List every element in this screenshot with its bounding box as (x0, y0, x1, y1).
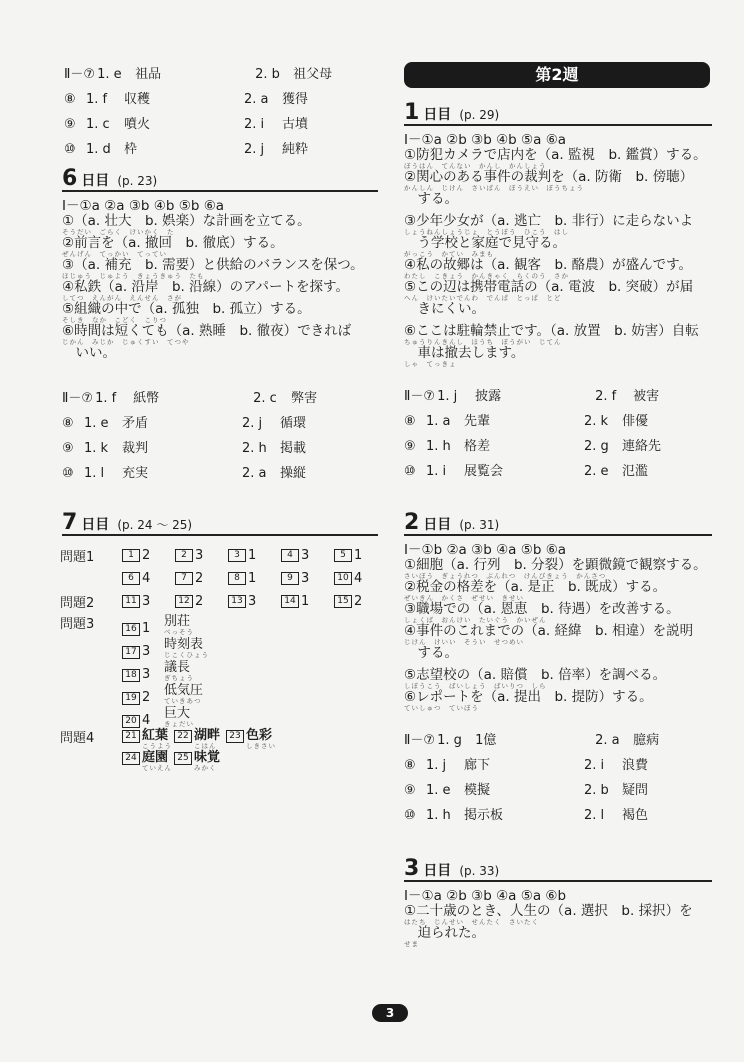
day2-sentence: ②税金の格差を（a. 是正 b. 既成）する。 (404, 579, 667, 595)
mondai3-ruby: ぎちょう (164, 674, 194, 682)
mondai4-word: 紅葉 (142, 728, 169, 743)
day6-b2-word1: 充実 (122, 466, 149, 481)
mondai2-cell (122, 594, 175, 609)
day1-ruby: へん けいたいでんわ でんぱ とっぱ とど (404, 294, 562, 302)
day2-ruby: ていしゅつ ていぼう (404, 704, 479, 712)
mondai2-label: 問題2 (60, 596, 95, 611)
day6-sentences (62, 214, 378, 368)
day6-sentence: ③（a. 補充 b. 需要）と供給のバランスを保つ。 (62, 257, 364, 273)
day2-sentence: ⑤志望校の（a. 賠償 b. 倍率）を調べる。 (404, 667, 667, 683)
left-top-prefix: ⑧ (64, 92, 76, 107)
day2-header (404, 512, 712, 536)
day6-b2-answer2: 2. h (242, 441, 267, 456)
day6-page: (p. 23) (117, 174, 158, 188)
week-title-banner: 第2週 (404, 62, 710, 88)
day3-sentence: ①二十歳のとき、人生の（a. 選択 b. 採択）を (404, 903, 693, 919)
day2-sentences (404, 558, 712, 712)
day6-ruby: してつ えんがん えんせん さが (62, 294, 182, 302)
mondai3-answer: 3 (142, 644, 151, 659)
mondai2-qnum: 13 (228, 595, 246, 608)
left-top-word2: 古墳 (282, 117, 309, 132)
left-top-answer1: 1. e (97, 67, 122, 82)
day2-b2-row (404, 778, 712, 803)
day2-b2-answer2: 2. l (584, 808, 605, 823)
day2-b2-word2: 疑問 (622, 783, 649, 798)
mondai1-qnum: 4 (281, 549, 299, 562)
mondai1-row1 (60, 544, 387, 567)
mondai3-qnum: 18 (122, 669, 140, 682)
mondai2-cell (228, 594, 281, 609)
mondai2-row (60, 590, 387, 613)
mondai1-answer: 3 (301, 548, 310, 563)
mondai2-qnum: 15 (334, 595, 352, 608)
mondai3-word: 議長 (164, 660, 191, 675)
day2-b2-word2: 浪費 (622, 758, 649, 773)
day2-num: 2 (404, 510, 420, 535)
left-top-row (64, 62, 384, 87)
day6-b2-row (62, 386, 378, 411)
day1-sentence: う学校と家庭で見守る。 (404, 235, 566, 251)
day2-b2-row (404, 803, 712, 828)
mondai2-answer: 1 (301, 594, 310, 609)
day2-sentence: ⑥レポートを（a. 提出 b. 提防）する。 (404, 689, 653, 705)
mondai1-cell (122, 571, 175, 586)
day1-b2-word1: 披露 (475, 389, 502, 404)
day6-b2-word1: 裁判 (122, 441, 149, 456)
day2-ruby: ぜいきん かくさ ぜせい きせい (404, 594, 524, 602)
day6-b2-answer1: 1. l (84, 466, 105, 481)
day6-ruby (62, 360, 378, 368)
mondai1-answer: 4 (354, 571, 363, 586)
day7-page: (p. 24 ～ 25) (117, 518, 193, 532)
mondai1-answer: 1 (248, 571, 257, 586)
day1-b2-answer2: 2. g (584, 439, 609, 454)
mondai1-answer: 1 (248, 548, 257, 563)
mondai1-answer: 1 (354, 548, 363, 563)
mondai3-answer: 2 (142, 690, 151, 705)
day3-answers: Ⅰ－①a ②b ③b ④a ⑤a ⑥b (404, 888, 567, 904)
day1-b2-row (404, 409, 712, 434)
left-top-word1: 祖品 (135, 67, 162, 82)
mondai1-answer: 3 (301, 571, 310, 586)
mondai1-cell (334, 571, 387, 586)
day6-header (62, 168, 378, 192)
day3-sentence: 迫られた。 (404, 925, 485, 941)
day1-b2-word2: 氾濫 (622, 464, 649, 479)
day6-b2-answer1: 1. f (95, 391, 117, 406)
day1-sentence: ⑥ここは駐輪禁止です。（a. 放置 b. 妨害）自転 (404, 323, 699, 339)
day2-b2-word1: 模擬 (464, 783, 491, 798)
day1-answers: Ⅰ－①a ②b ③b ④b ⑤a ⑥a (404, 132, 567, 148)
left-top-word1: 噴火 (124, 117, 151, 132)
day2-b2-answer1: 1. e (426, 783, 451, 798)
day6-ruby: そしき なか こどく こりつ (62, 316, 167, 324)
mondai4-word-wrap (142, 750, 172, 772)
day6-b2-prefix: ⑩ (62, 466, 74, 481)
day1-b2-row (404, 384, 712, 409)
mondai1-cell (228, 548, 281, 563)
day6-ruby: ぜんげん てっかい てってい (62, 250, 167, 258)
left-top-word1: 枠 (124, 142, 138, 157)
day2-b2-word2: 褐色 (622, 808, 649, 823)
day6-sentence: ⑥時間は短くても（a. 熟睡 b. 徹夜）できれば (62, 323, 352, 339)
mondai3-label: 問題3 (60, 617, 95, 632)
day6-ruby: そうだい ごらく けいかく た (62, 228, 175, 236)
left-top-answer1: 1. c (86, 117, 110, 132)
day1-sentence: ①防犯カメラで店内を（a. 監視 b. 鑑賞）する。 (404, 147, 707, 163)
day3-ruby: はたち じんせい せんたく さいたく (404, 918, 539, 926)
mondai4-ruby: こはん (194, 742, 217, 750)
day2-section (404, 512, 712, 828)
left-top-word2: 純粋 (282, 142, 309, 157)
left-top-answer2: 2. j (244, 142, 265, 157)
day1-title: 日目 (423, 107, 452, 123)
mondai3-ruby: きょだい (164, 720, 194, 728)
left-top-answer2: 2. b (255, 67, 280, 82)
day2-b2-answer2: 2. i (584, 758, 605, 773)
mondai1-cell (334, 548, 387, 563)
mondai4-word-wrap (246, 728, 276, 750)
day2-b2-row (404, 728, 712, 753)
day2-b2-prefix: ⑧ (404, 758, 416, 773)
day6-b2-row (62, 411, 378, 436)
day1-ruby: ぼうはん てんない かんし かんしょう (404, 162, 547, 170)
day6-b2-answer1: 1. e (84, 416, 109, 431)
mondai3-answer: 4 (142, 713, 151, 728)
day3-ruby: せま (404, 940, 419, 948)
mondai1-cell (281, 571, 334, 586)
day6-ruby: ほじゅう じゅよう きょうきゅう たも (62, 272, 205, 280)
left-top-prefix: ⑩ (64, 142, 76, 157)
day1-sentence: ③少年少女が（a. 逃亡 b. 非行）に走らないよ (404, 213, 694, 229)
day1-ruby: しょうねんしょうじょ とうぼう ひこう はし (404, 228, 569, 236)
day1-b2-answer2: 2. e (584, 464, 609, 479)
day2-b2-word1: 1億 (475, 733, 497, 748)
mondai3-word: 巨大 (164, 706, 191, 721)
mondai3-word-wrap (164, 702, 194, 728)
day1-b2-word1: 展覧会 (464, 464, 504, 479)
day1-b2-word2: 連絡先 (622, 439, 662, 454)
left-top-answer1: 1. f (86, 92, 108, 107)
mondai4-block (60, 728, 278, 772)
mondai1-cell (122, 548, 175, 563)
mondai4-qnum: 24 (122, 752, 140, 765)
mondai3-answer: 3 (142, 667, 151, 682)
day1-ruby: かんしん じけん さいばん ぼうえい ぼうちょう (404, 184, 584, 192)
day7-section (62, 512, 378, 536)
day6-b2-row (62, 461, 378, 486)
day1-b2-answer1: 1. j (437, 389, 458, 404)
mondai4-ruby: みかく (194, 764, 217, 772)
day1-ruby: がっこう かてい みまも (404, 250, 494, 258)
day1-sentence: ⑤この辺は携帯電話の（a. 電波 b. 突破）が届 (404, 279, 694, 295)
day2-ruby: しぼうこう ばいしょう ばいりつ しら (404, 682, 547, 690)
day2-sentence: ④事件のこれまでの（a. 経緯 b. 相違）を説明 (404, 623, 694, 639)
day6-b2-prefix: ⑨ (62, 441, 74, 456)
mondai2-cell (281, 594, 334, 609)
day6-b2-word2: 弊害 (291, 391, 318, 406)
day2-title: 日目 (423, 517, 452, 533)
left-top-row (64, 87, 384, 112)
day1-b2-prefix: ⑩ (404, 464, 416, 479)
day2-answers: Ⅰ－①b ②a ③b ④a ⑤b ⑥a (404, 542, 567, 558)
mondai2-qnum: 14 (281, 595, 299, 608)
day6-sentence: いい。 (62, 345, 116, 361)
day1-b2-row (404, 434, 712, 459)
mondai2-cell (175, 594, 228, 609)
left-top-prefix: ⑨ (64, 117, 76, 132)
day1-header (404, 102, 712, 126)
mondai4-word-wrap (194, 750, 220, 772)
mondai1-qnum: 5 (334, 549, 352, 562)
mondai4-qnum: 21 (122, 730, 140, 743)
mondai2-answer: 2 (195, 594, 204, 609)
day2-b2-answer1: 1. g (437, 733, 462, 748)
day6-b2-word1: 紙幣 (133, 391, 160, 406)
mondai2-answer: 2 (354, 594, 363, 609)
left-top-block (64, 62, 384, 162)
day2-b2-word1: 廊下 (464, 758, 491, 773)
day1-sentences (404, 148, 712, 368)
mondai1-label: 問題1 (60, 550, 95, 565)
day3-title: 日目 (423, 863, 452, 879)
day6-block2 (62, 386, 378, 486)
day6-sentence: ④私鉄（a. 沿岸 b. 沿線）のアパートを探す。 (62, 279, 349, 295)
mondai3-ruby: べっそう (164, 628, 194, 636)
left-top-word2: 祖父母 (293, 67, 333, 82)
day3-sentences (404, 904, 712, 948)
day1-page: (p. 29) (459, 108, 500, 122)
day1-b2-word1: 格差 (464, 439, 491, 454)
mondai1-qnum: 7 (175, 572, 193, 585)
mondai3-word: 別荘 (164, 614, 191, 629)
day1-b2-answer1: 1. i (426, 464, 447, 479)
day6-section (62, 168, 378, 486)
day1-block2 (404, 384, 712, 484)
day6-ruby: じかん みじか じゅくすい てつや (62, 338, 190, 346)
mondai4-qnum: 25 (174, 752, 192, 765)
day3-header (404, 858, 712, 882)
mondai1-qnum: 8 (228, 572, 246, 585)
day1-ruby: わたし こきょう かんきゃく らくのう さか (404, 272, 569, 280)
mondai4-qnum: 23 (226, 730, 244, 743)
mondai4-word: 庭園 (142, 750, 169, 765)
mondai4-word-wrap (142, 728, 172, 750)
mondai2-qnum: 11 (122, 595, 140, 608)
day1-b2-answer2: 2. k (584, 414, 609, 429)
left-top-answer2: 2. i (244, 117, 265, 132)
day2-b2-answer1: 1. h (426, 808, 451, 823)
day6-answers: Ⅰ－①a ②a ③b ④b ⑤b ⑥a (62, 198, 225, 214)
day6-b2-word2: 掲載 (280, 441, 307, 456)
mondai1-cell (228, 571, 281, 586)
mondai1-cell (175, 548, 228, 563)
day1-b2-answer2: 2. f (595, 389, 617, 404)
mondai3-qnum: 16 (122, 623, 140, 636)
mondai1-qnum: 10 (334, 572, 352, 585)
day7-grid (60, 544, 387, 728)
day1-sentence: 車は撤去します。 (404, 345, 525, 361)
mondai1-cell (175, 571, 228, 586)
day2-b2-prefix: Ⅱ－⑦ (404, 733, 436, 748)
day6-b2-word2: 操縦 (280, 466, 307, 481)
day1-ruby: しゃ てっきょ (404, 360, 457, 368)
day1-b2-word2: 被害 (633, 389, 660, 404)
day2-page: (p. 31) (459, 518, 500, 532)
left-top-answer1: 1. d (86, 142, 111, 157)
mondai4-word: 味覚 (194, 750, 221, 765)
mondai1-answer: 2 (195, 571, 204, 586)
mondai1-qnum: 2 (175, 549, 193, 562)
mondai2-answer: 3 (248, 594, 257, 609)
day3-page: (p. 33) (459, 864, 500, 878)
day3-section (404, 858, 712, 948)
mondai4-item (122, 728, 174, 750)
day1-sentence: きにくい。 (404, 301, 485, 317)
mondai4-qnum: 22 (174, 730, 192, 743)
mondai4-item (226, 728, 278, 750)
mondai1-qnum: 9 (281, 572, 299, 585)
mondai4-word: 色彩 (246, 728, 273, 743)
day1-section (404, 102, 712, 484)
day6-b2-answer2: 2. c (253, 391, 277, 406)
mondai4-word-wrap (194, 728, 220, 750)
day1-b2-word2: 俳優 (622, 414, 649, 429)
page-number: 3 (372, 1004, 408, 1022)
day1-b2-answer1: 1. a (426, 414, 451, 429)
day1-sentence: する。 (404, 191, 458, 207)
mondai4-ruby: ていえん (142, 764, 172, 772)
mondai1-row2 (60, 567, 387, 590)
day6-b2-prefix: Ⅱ－⑦ (62, 391, 94, 406)
mondai4-ruby: しきさい (246, 742, 276, 750)
mondai3-qnum: 17 (122, 646, 140, 659)
mondai1-cell (281, 548, 334, 563)
mondai3-qnum: 20 (122, 715, 140, 728)
day3-num: 3 (404, 856, 420, 881)
day6-b2-row (62, 436, 378, 461)
mondai3-ruby: じこくひょう (164, 651, 209, 659)
day7-title: 日目 (81, 517, 110, 533)
day6-sentence: ①（a. 壮大 b. 娯楽）な計画を立てる。 (62, 213, 311, 229)
mondai3-word: 時刻表 (164, 637, 204, 652)
day2-b2-word2: 臆病 (633, 733, 660, 748)
day2-b2-row (404, 753, 712, 778)
day2-b2-word1: 掲示板 (464, 808, 504, 823)
mondai1-qnum: 3 (228, 549, 246, 562)
mondai1-answer: 4 (142, 571, 151, 586)
day6-sentence: ②前言を（a. 撤回 b. 徹底）する。 (62, 235, 284, 251)
day1-sentence: ②関心のある事件の裁判を（a. 防衛 b. 傍聴） (404, 169, 694, 185)
mondai3-word: 低気圧 (164, 683, 204, 698)
mondai4-item (122, 750, 174, 772)
mondai2-answer: 3 (142, 594, 151, 609)
day6-b2-answer2: 2. a (242, 466, 267, 481)
day1-b2-prefix: ⑨ (404, 439, 416, 454)
day6-b2-answer2: 2. j (242, 416, 263, 431)
mondai3-answer: 1 (142, 621, 151, 636)
day6-sentence: ⑤組織の中で（a. 孤独 b. 孤立）する。 (62, 301, 311, 317)
day2-block2 (404, 728, 712, 828)
day2-sentence: ①細胞（a. 行列 b. 分裂）を顕微鏡で観察する。 (404, 557, 707, 573)
day1-b2-prefix: ⑧ (404, 414, 416, 429)
mondai2-cell (334, 594, 387, 609)
left-top-row (64, 112, 384, 137)
day6-num: 6 (62, 166, 78, 191)
day6-b2-prefix: ⑧ (62, 416, 74, 431)
day1-num: 1 (404, 100, 420, 125)
mondai1-qnum: 1 (122, 549, 140, 562)
day2-sentence: ③職場での（a. 恩恵 b. 待遇）を改善する。 (404, 601, 680, 617)
mondai4-item (174, 728, 226, 750)
left-top-word2: 獲得 (282, 92, 309, 107)
day6-b2-word1: 矛盾 (122, 416, 149, 431)
day1-b2-prefix: Ⅱ－⑦ (404, 389, 436, 404)
mondai3-block (60, 613, 387, 728)
mondai3-item (122, 705, 209, 728)
mondai3-qnum: 19 (122, 692, 140, 705)
mondai4-item (174, 750, 226, 772)
day2-ruby: じけん けいい そうい せつめい (404, 638, 524, 646)
day2-sentence: する。 (404, 645, 458, 661)
day1-b2-row (404, 459, 712, 484)
left-top-answer2: 2. a (244, 92, 269, 107)
day1-b2-word1: 先輩 (464, 414, 491, 429)
day2-b2-answer2: 2. b (584, 783, 609, 798)
day6-b2-answer1: 1. k (84, 441, 109, 456)
day1-b2-answer1: 1. h (426, 439, 451, 454)
day6-title: 日目 (81, 173, 110, 189)
mondai1-qnum: 6 (122, 572, 140, 585)
day7-num: 7 (62, 510, 78, 535)
left-top-row (64, 137, 384, 162)
left-top-prefix: Ⅱ－⑦ (64, 67, 96, 82)
day2-ruby: しょくば おんけい たいぐう かいぜん (404, 616, 547, 624)
day7-header (62, 512, 378, 536)
day2-b2-answer2: 2. a (595, 733, 620, 748)
mondai4-ruby: こうよう (142, 742, 172, 750)
day6-b2-word2: 循環 (280, 416, 307, 431)
day1-sentence: ④私の故郷は（a. 観客 b. 酪農）が盛んです。 (404, 257, 693, 273)
day2-b2-answer1: 1. j (426, 758, 447, 773)
mondai1-answer: 2 (142, 548, 151, 563)
mondai3-ruby: ていきあつ (164, 697, 202, 705)
mondai2-qnum: 12 (175, 595, 193, 608)
day2-b2-prefix: ⑩ (404, 808, 416, 823)
day1-ruby: ちゅうりんきんし ほうち ぼうがい じてん (404, 338, 562, 346)
mondai4-word: 湖畔 (194, 728, 221, 743)
left-top-word1: 収穫 (124, 92, 151, 107)
mondai1-answer: 3 (195, 548, 204, 563)
day2-ruby: さいぼう ぎょうれつ ぶんれつ けんびきょう かんさつ (404, 572, 607, 580)
mondai4-label: 問題4 (60, 731, 95, 746)
day2-b2-prefix: ⑨ (404, 783, 416, 798)
